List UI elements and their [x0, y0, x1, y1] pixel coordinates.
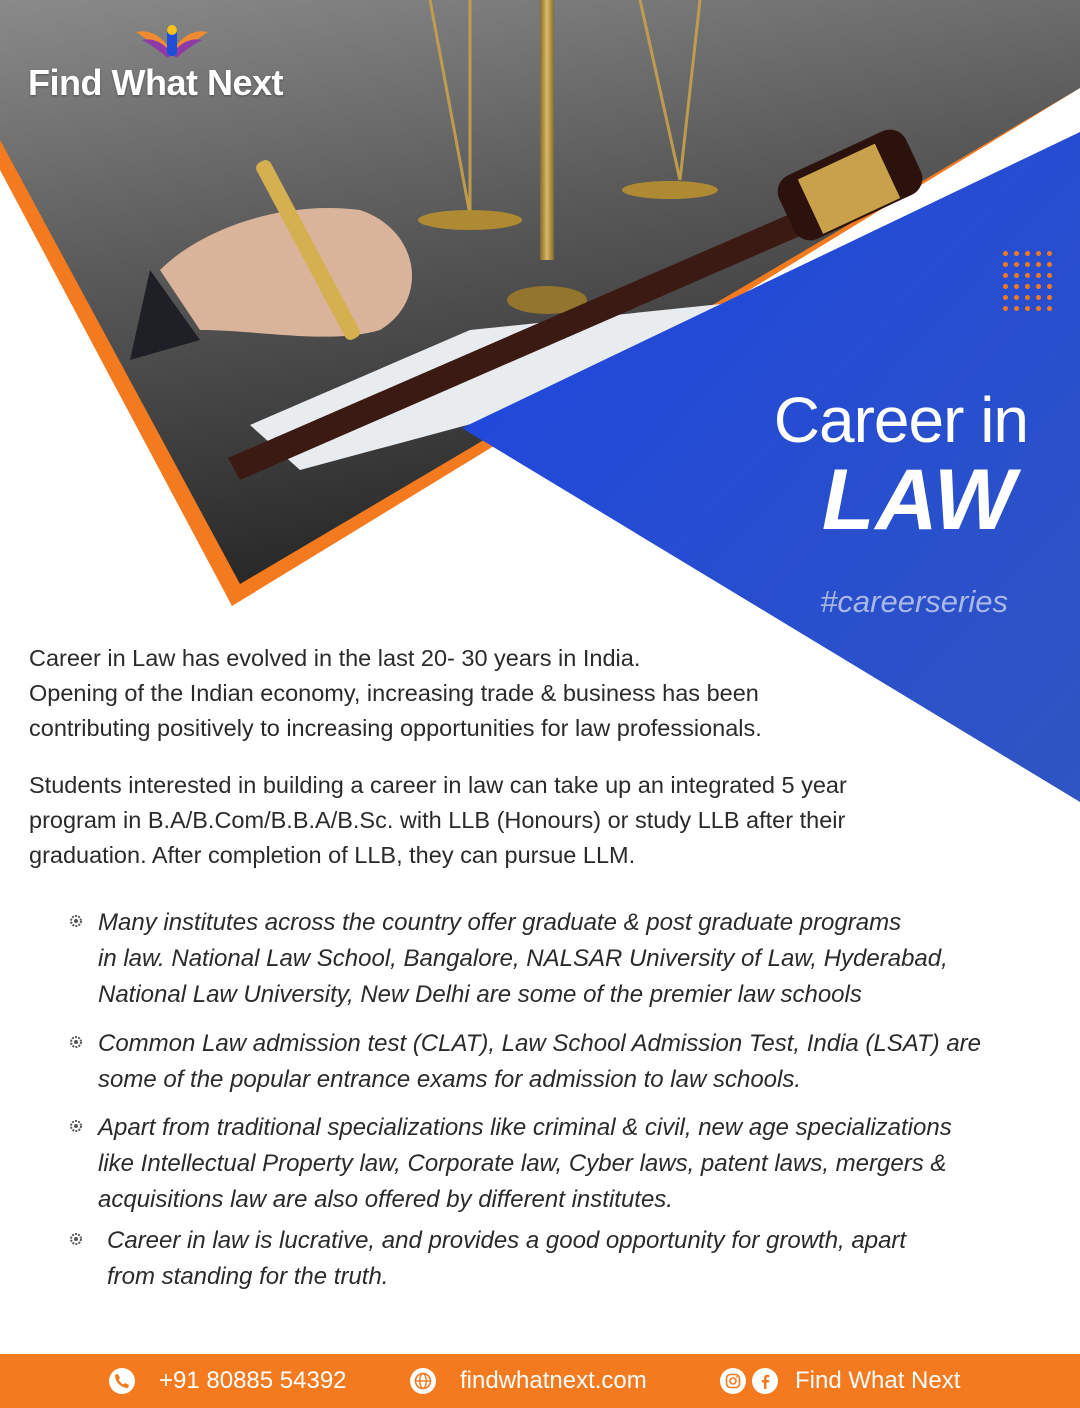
phone-icon: [109, 1368, 135, 1394]
text-line: Career in law is lucrative, and provides a good opportunity for growth, apart: [107, 1227, 907, 1254]
text-line: in law. National Law School, Bangalore, NALSAR University of Law, Hyderabad,: [98, 945, 948, 972]
text-line: acquisitions law are also offered by different institutes.: [98, 1186, 673, 1213]
intro-paragraph-2: [29, 768, 989, 873]
gear-bullet-icon: [70, 915, 82, 927]
footer-bar: [0, 1354, 1080, 1408]
text-line: like Intellectual Property law, Corporate law, Cyber laws, patent laws, mergers &: [98, 1150, 947, 1177]
text-line: program in B.A/B.Com/B.B.A/B.Sc. with LLB (Honours) or study LLB after their: [29, 807, 846, 833]
text-line: graduation. After completion of LLB, they can pursue LLM.: [29, 842, 636, 868]
text-line: Many institutes across the country offer graduate & post graduate programs: [98, 909, 902, 936]
globe-icon: [410, 1368, 436, 1394]
page-title-line1: Career in: [773, 384, 1028, 456]
page-title-line2: LAW: [821, 452, 1016, 548]
facebook-icon[interactable]: [752, 1368, 778, 1394]
text-line: Career in Law has evolved in the last 20- 30 years in India.: [29, 645, 641, 671]
footer-phone[interactable]: [109, 1354, 347, 1408]
hashtag: #careerseries: [820, 584, 1008, 619]
footer-website[interactable]: [410, 1354, 647, 1408]
brand-name: Find What Next: [28, 62, 283, 103]
text-line: Common Law admission test (CLAT), Law School Admission Test, India (LSAT) are: [98, 1030, 982, 1057]
text-line: contributing positively to increasing opportunities for law professionals.: [29, 715, 762, 741]
website-link[interactable]: findwhatnext.com: [460, 1367, 647, 1394]
intro-paragraph-1: [29, 641, 989, 746]
gear-bullet-icon: [70, 1036, 82, 1048]
gear-bullet-icon: [70, 1120, 82, 1132]
text-line: Students interested in building a career in law can take up an integrated 5 year: [29, 772, 847, 798]
decorative-dot-grid: [1003, 251, 1059, 317]
text-line: National Law University, New Delhi are some of the premier law schools: [98, 981, 862, 1008]
text-line: Apart from traditional specializations like criminal & civil, new age specializations: [98, 1114, 952, 1141]
text-line: from standing for the truth.: [107, 1263, 389, 1290]
text-line: some of the popular entrance exams for admission to law schools.: [98, 1066, 802, 1093]
footer-social[interactable]: [720, 1354, 960, 1408]
text-line: Opening of the Indian economy, increasing trade & business has been: [29, 680, 759, 706]
phone-number: +91 80885 54392: [159, 1367, 347, 1394]
gear-bullet-icon: [70, 1233, 82, 1245]
social-handle: Find What Next: [795, 1367, 961, 1394]
instagram-icon[interactable]: [720, 1368, 746, 1394]
winged-logo-icon: [136, 22, 208, 62]
